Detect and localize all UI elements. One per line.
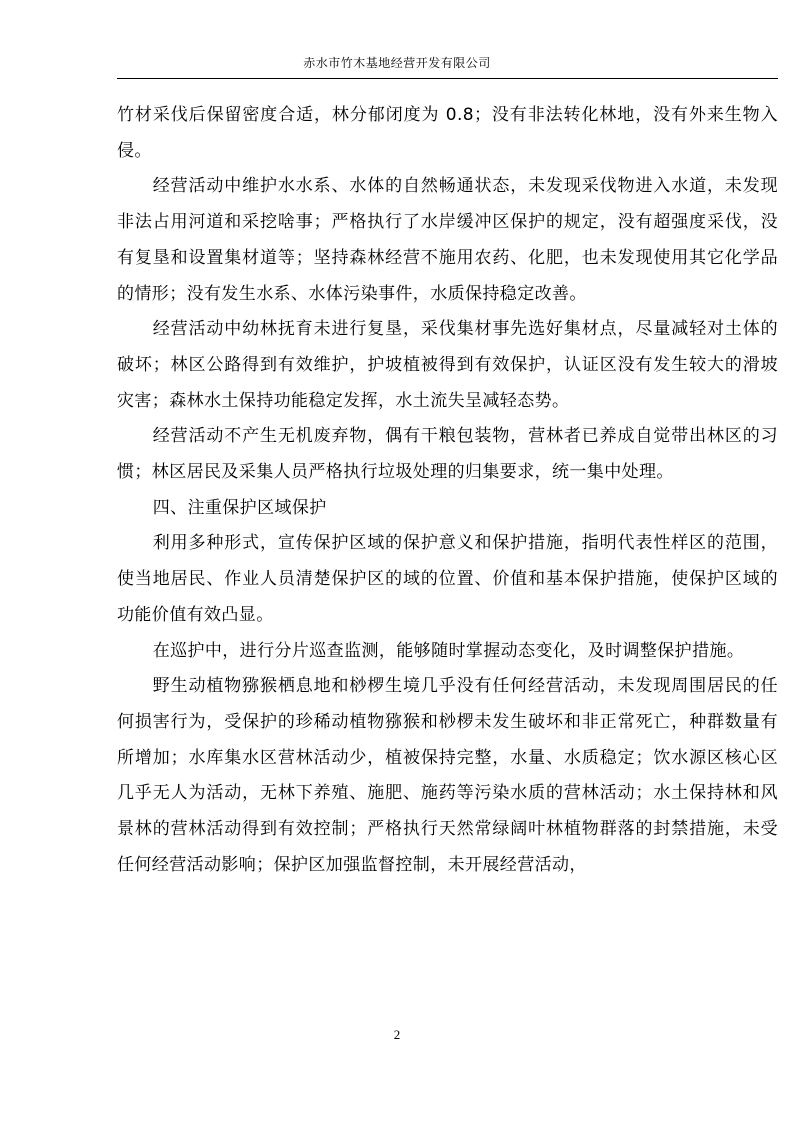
page-header [0,55,794,71]
paragraph-patrol: 在巡护中，进行分片巡查监测，能够随时掌握动态变化，及时调整保护措施。 [152,640,745,661]
header-divider [117,78,778,79]
document-body [117,98,778,883]
paragraph-waste-handling: 经营活动不产生无机废弃物，偶有干粮包装物，营林者已养成自觉带出林区的习惯；林区居民及采集人员严格执行垃圾处理的归集要求，统一集中处理。 [117,426,778,483]
page-number: 2 [393,1027,401,1042]
paragraph-publicity: 利用多种形式，宣传保护区域的保护意义和保护措施，指明代表性样区的范围，使当地居民、作业人员清楚保护区的域的位置、价值和基本保护措施，使保护区域的功能价值有效凸显。 [117,533,778,625]
paragraph-water-protection: 经营活动中维护水水系、水体的自然畅通状态，未发现采伐物进入水道，未发现非法占用河道和采挖啥事；严格执行了水岸缓冲区保护的规定，没有超强度采伐，没有复垦和设置集材道等；坚持森林经营不施用农药、化肥，也未发现使用其它化学品的情形；没有发生水系、水体污染事件，水质保持稳定改善。 [117,176,778,304]
paragraph-wildlife-habitat: 野生动植物猕猴栖息地和桫椤生境几乎没有任何经营活动，未发现周围居民的任何损害行为，受保护的珍稀动植物猕猴和桫椤未发生破坏和非正常死亡，种群数量有所增加；水库集水区营林活动少，植被保持完整，水量、水质稳定；饮水源区核心区几乎无人为活动，无林下养殖、施肥、施药等污染水质的营林活动；水土保持林和风景林的营林活动得到有效控制；严格执行天然常绿阔叶林植物群落的封禁措施，未受任何经营活动影响；保护区加强监督控制，未开展经营活动， [117,676,778,875]
page-footer [0,1027,794,1043]
section-heading-protected-areas: 四、注重保护区域保护 [152,497,327,518]
paragraph-forest-density: 竹材采伐后保留密度合适，林分郁闭度为 0.8；没有非法转化林地，没有外来生物入侵。 [117,105,778,161]
paragraph-soil-conservation: 经营活动中幼林抚育未进行复垦，采伐集材事先选好集材点，尽量减轻对土体的破坏；林区公路得到有效维护，护坡植被得到有效保护，认证区没有发生较大的滑坡灾害；森林水土保持功能稳定发挥，水土流失呈减轻态势。 [117,319,778,411]
company-name: 赤水市竹木基地经营开发有限公司 [303,56,491,70]
